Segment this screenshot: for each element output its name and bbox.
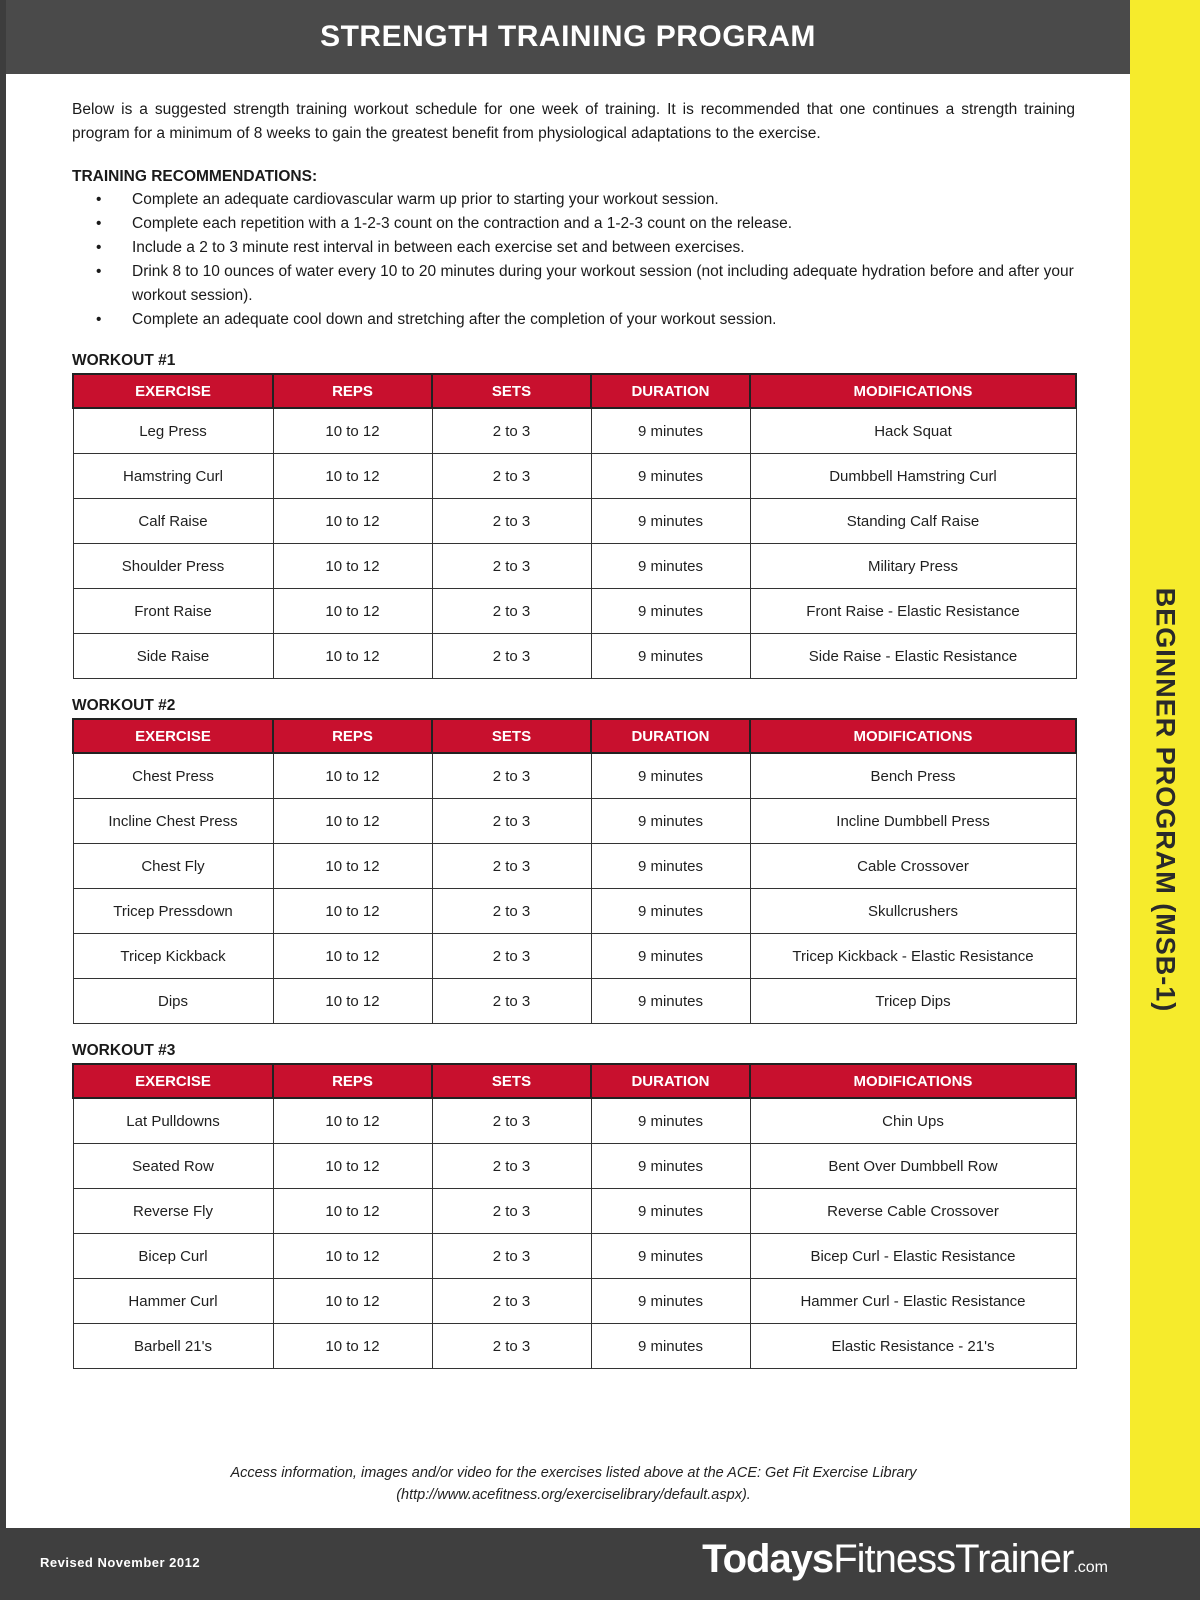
column-header: SETS [432,719,591,753]
table-cell: 10 to 12 [273,544,432,589]
table-cell: 9 minutes [591,979,750,1024]
table-cell: Barbell 21's [73,1324,273,1369]
column-header: REPS [273,374,432,408]
table-cell: 9 minutes [591,634,750,679]
table-cell: 10 to 12 [273,1324,432,1369]
recommendation-item: • Drink 8 to 10 ounces of water every 10 to 20 minutes during your workout session (not including adequate hydration before and after your workout session). [72,260,1075,308]
table-cell: Reverse Cable Crossover [750,1189,1076,1234]
table-cell: Hack Squat [750,408,1076,454]
recommendations-list [72,188,1075,332]
table-cell: 10 to 12 [273,1098,432,1144]
table-row [73,454,1076,499]
table-cell: Hamstring Curl [73,454,273,499]
table-cell: Cable Crossover [750,844,1076,889]
table-cell: 10 to 12 [273,408,432,454]
table-cell: 9 minutes [591,799,750,844]
table-cell: Chest Press [73,753,273,799]
table-cell: 2 to 3 [432,1234,591,1279]
table-cell: 9 minutes [591,1189,750,1234]
table-cell: Incline Dumbbell Press [750,799,1076,844]
workout-title: WORKOUT #3 [72,1042,176,1059]
column-header: DURATION [591,1064,750,1098]
table-cell: 9 minutes [591,589,750,634]
column-header: EXERCISE [73,1064,273,1098]
column-header: EXERCISE [73,374,273,408]
workout-title: WORKOUT #2 [72,697,176,714]
table-cell: 2 to 3 [432,544,591,589]
table-cell: Lat Pulldowns [73,1098,273,1144]
revised-date: Revised November 2012 [40,1555,201,1570]
table-cell: 9 minutes [591,844,750,889]
workout-table [72,718,1077,1024]
bullet-icon: • [96,239,102,256]
table-cell: 2 to 3 [432,753,591,799]
table-cell: Dips [73,979,273,1024]
workout-table [72,1063,1077,1369]
table-cell: Side Raise [73,634,273,679]
table-cell: Reverse Fly [73,1189,273,1234]
table-cell: Bench Press [750,753,1076,799]
table-cell: 9 minutes [591,454,750,499]
table-cell: 10 to 12 [273,1234,432,1279]
table-row [73,1279,1076,1324]
table-cell: 10 to 12 [273,634,432,679]
brand-logo [702,1537,1108,1582]
bullet-icon: • [96,311,102,328]
table-row [73,1324,1076,1369]
column-header: SETS [432,1064,591,1098]
recommendation-item: • Complete an adequate cool down and stretching after the completion of your workout session. [72,308,1075,332]
recommendations-heading: TRAINING RECOMMENDATIONS: [72,168,318,185]
table-cell: 2 to 3 [432,454,591,499]
header-bar [6,0,1130,74]
table-cell: 2 to 3 [432,799,591,844]
table-cell: Military Press [750,544,1076,589]
table-cell: 2 to 3 [432,1144,591,1189]
workout-block [72,1042,1075,1369]
brand-part-2: FitnessTrainer [833,1537,1074,1581]
table-cell: 10 to 12 [273,753,432,799]
side-program-label: BEGINNER PROGRAM (MSB-1) [1150,587,1181,1013]
table-row [73,844,1076,889]
table-row [73,408,1076,454]
table-header-row [73,1064,1076,1098]
table-cell: 2 to 3 [432,1279,591,1324]
table-cell: 9 minutes [591,889,750,934]
bullet-icon: • [96,215,102,232]
table-cell: Calf Raise [73,499,273,544]
page-title: STRENGTH TRAINING PROGRAM [320,20,816,53]
left-edge-strip [0,0,6,1600]
table-header-row [73,719,1076,753]
table-cell: 9 minutes [591,1324,750,1369]
table-cell: Tricep Pressdown [73,889,273,934]
brand-part-3: .com [1073,1559,1108,1576]
table-cell: Skullcrushers [750,889,1076,934]
table-cell: Hammer Curl - Elastic Resistance [750,1279,1076,1324]
recommendation-item: • Include a 2 to 3 minute rest interval in between each exercise set and between exercises. [72,236,1075,260]
table-cell: 10 to 12 [273,454,432,499]
table-cell: Incline Chest Press [73,799,273,844]
table-cell: 2 to 3 [432,1324,591,1369]
table-cell: 10 to 12 [273,1144,432,1189]
table-row [73,799,1076,844]
table-cell: 2 to 3 [432,499,591,544]
table-row [73,753,1076,799]
table-row [73,589,1076,634]
table-cell: 10 to 12 [273,1279,432,1324]
table-cell: 9 minutes [591,1098,750,1144]
table-cell: Standing Calf Raise [750,499,1076,544]
workout-block [72,697,1075,1024]
table-row [73,1144,1076,1189]
table-cell: Chest Fly [73,844,273,889]
table-row [73,544,1076,589]
table-cell: 10 to 12 [273,1189,432,1234]
table-cell: 2 to 3 [432,934,591,979]
table-row [73,634,1076,679]
table-cell: 2 to 3 [432,844,591,889]
table-row [73,934,1076,979]
workout-title: WORKOUT #1 [72,352,176,369]
table-cell: 9 minutes [591,1279,750,1324]
column-header: DURATION [591,719,750,753]
table-cell: Side Raise - Elastic Resistance [750,634,1076,679]
table-cell: 9 minutes [591,1234,750,1279]
table-cell: 9 minutes [591,753,750,799]
column-header: DURATION [591,374,750,408]
table-cell: Front Raise [73,589,273,634]
recommendation-item: • Complete each repetition with a 1-2-3 count on the contraction and a 1-2-3 count on the release. [72,212,1075,236]
table-cell: 9 minutes [591,1144,750,1189]
column-header: REPS [273,719,432,753]
table-cell: 9 minutes [591,544,750,589]
table-cell: 2 to 3 [432,1098,591,1144]
footnote-line-1: Access information, images and/or video for the exercises listed above at the ACE: Get Fit Exercise Library [230,1465,917,1481]
table-cell: Bicep Curl - Elastic Resistance [750,1234,1076,1279]
footnote [72,1462,1075,1506]
workouts-container [72,352,1075,1369]
table-row [73,499,1076,544]
table-cell: 2 to 3 [432,979,591,1024]
table-row [73,979,1076,1024]
footnote-line-2: (http://www.acefitness.org/exerciselibrary/default.aspx). [396,1487,751,1503]
column-header: REPS [273,1064,432,1098]
table-cell: Bent Over Dumbbell Row [750,1144,1076,1189]
table-cell: Bicep Curl [73,1234,273,1279]
table-cell: 2 to 3 [432,634,591,679]
table-cell: Leg Press [73,408,273,454]
table-cell: Front Raise - Elastic Resistance [750,589,1076,634]
table-row [73,1234,1076,1279]
table-cell: 10 to 12 [273,979,432,1024]
brand-part-1: Todays [702,1537,834,1581]
table-row [73,1189,1076,1234]
table-cell: Chin Ups [750,1098,1076,1144]
table-header-row [73,374,1076,408]
table-cell: 9 minutes [591,408,750,454]
table-cell: Tricep Kickback - Elastic Resistance [750,934,1076,979]
table-cell: 2 to 3 [432,408,591,454]
column-header: MODIFICATIONS [750,374,1076,408]
main-content [72,98,1075,1369]
table-cell: 9 minutes [591,934,750,979]
table-cell: 9 minutes [591,499,750,544]
table-cell: 2 to 3 [432,889,591,934]
table-cell: Shoulder Press [73,544,273,589]
table-cell: 10 to 12 [273,844,432,889]
table-row [73,1098,1076,1144]
table-cell: 2 to 3 [432,589,591,634]
table-cell: 10 to 12 [273,799,432,844]
table-cell: Hammer Curl [73,1279,273,1324]
table-cell: 10 to 12 [273,499,432,544]
table-cell: 2 to 3 [432,1189,591,1234]
table-row [73,889,1076,934]
table-cell: Elastic Resistance - 21's [750,1324,1076,1369]
workout-table [72,373,1077,679]
column-header: MODIFICATIONS [750,719,1076,753]
column-header: EXERCISE [73,719,273,753]
table-cell: Dumbbell Hamstring Curl [750,454,1076,499]
table-cell: Seated Row [73,1144,273,1189]
intro-paragraph: Below is a suggested strength training workout schedule for one week of training. It is recommended that one continues a strength training program for a minimum of 8 weeks to gain the greatest benefit from physiological adaptations to the exercise. [72,101,1075,142]
recommendation-item: • Complete an adequate cardiovascular warm up prior to starting your workout session. [72,188,1075,212]
bullet-icon: • [96,191,102,208]
table-cell: 10 to 12 [273,889,432,934]
table-cell: Tricep Kickback [73,934,273,979]
column-header: SETS [432,374,591,408]
bullet-icon: • [96,263,102,280]
workout-block [72,352,1075,679]
table-cell: 10 to 12 [273,589,432,634]
column-header: MODIFICATIONS [750,1064,1076,1098]
table-cell: Tricep Dips [750,979,1076,1024]
table-cell: 10 to 12 [273,934,432,979]
